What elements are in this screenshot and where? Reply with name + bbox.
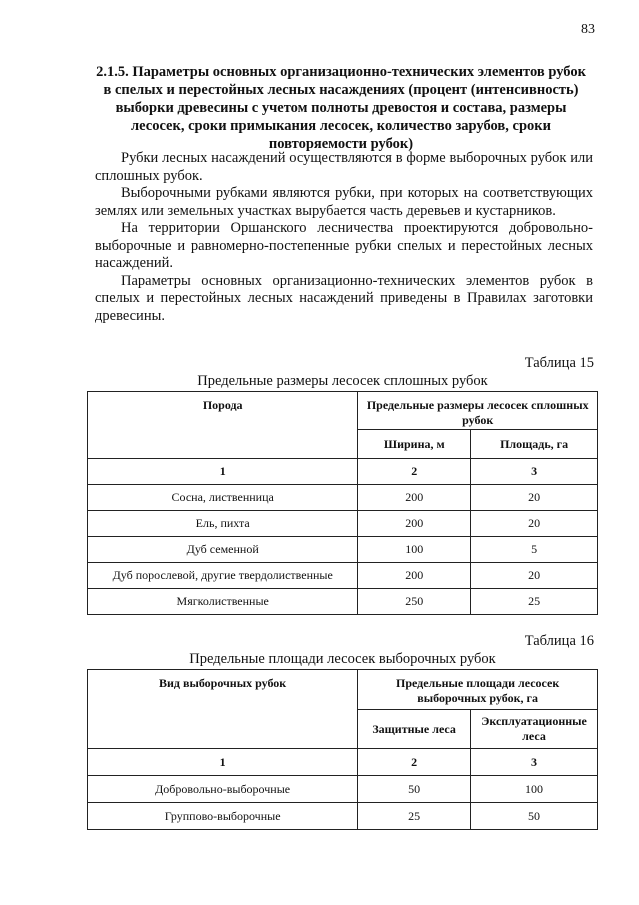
table-cell: 250 [358, 589, 471, 615]
table-header-width: Ширина, м [358, 430, 471, 459]
table-column-number: 1 [88, 749, 358, 776]
table-cell: Дуб порослевой, другие твердолиственные [88, 563, 358, 589]
table-16-caption: Таблица 16 [524, 633, 594, 649]
table-15-title: Предельные размеры лесосек сплошных рубок [197, 373, 488, 389]
table-16 [87, 669, 598, 830]
paragraph: На территории Оршанского лесничества проектируются добровольно-выборочные и равномерно-постепенные рубки спелых и перестойных лесных насаждений. [95, 220, 593, 271]
table-row [88, 537, 598, 563]
table-row [88, 589, 598, 615]
table-header-protective: Защитные леса [358, 710, 471, 749]
page-number: 83 [581, 22, 595, 37]
table-row [88, 511, 598, 537]
table-cell: Дуб семенной [88, 537, 358, 563]
table-row [88, 485, 598, 511]
table-cell: 20 [471, 511, 598, 537]
table-cell: 100 [358, 537, 471, 563]
table-row [88, 803, 598, 830]
table-cell: Сосна, лиственница [88, 485, 358, 511]
table-cell: 20 [471, 485, 598, 511]
table-cell: 25 [471, 589, 598, 615]
table-15-caption: Таблица 15 [524, 355, 594, 371]
table-header-species: Порода [88, 392, 358, 459]
table-row [88, 776, 598, 803]
table-header-area: Площадь, га [471, 430, 598, 459]
table-row [88, 563, 598, 589]
section-heading: 2.1.5. Параметры основных организационно-технических элементов рубок в спелых и перестойных лесных насаждениях (процент (интенсивность) выборки древесины с учетом полноты древостоя и состава, размеры лесосек, сроки примыкания лесосек, количество зарубов, сроки повторяемости рубок) [96, 64, 586, 152]
table-cell: Мягколиственные [88, 589, 358, 615]
table-16-title: Предельные площади лесосек выборочных рубок [189, 651, 496, 667]
table-cell: Ель, пихта [88, 511, 358, 537]
table-cell: Добровольно-выборочные [88, 776, 358, 803]
paragraph: Рубки лесных насаждений осуществляются в форме выборочных рубок или сплошных рубок. [95, 150, 593, 184]
table-cell: 20 [471, 563, 598, 589]
table-header-cutting-type: Вид выборочных рубок [88, 670, 358, 749]
table-column-number: 3 [471, 459, 598, 485]
table-cell: 50 [358, 776, 471, 803]
table-cell: 5 [471, 537, 598, 563]
table-column-number: 2 [358, 749, 471, 776]
table-cell: 200 [358, 511, 471, 537]
paragraph: Выборочными рубками являются рубки, при которых на соответствующих землях или земельных участках вырубается часть деревьев и кустарников. [95, 185, 593, 219]
table-header-group: Предельные размеры лесосек сплошных рубок [358, 392, 598, 430]
table-header-exploitation: Эксплуатационные леса [471, 710, 598, 749]
paragraph: Параметры основных организационно-технических элементов рубок в спелых и перестойных лесных насаждений приведены в Правилах заготовки древесины. [95, 272, 593, 324]
table-cell: Группово-выборочные [88, 803, 358, 830]
table-cell: 25 [358, 803, 471, 830]
table-column-number: 3 [471, 749, 598, 776]
table-15 [87, 391, 598, 615]
table-column-number: 2 [358, 459, 471, 485]
table-cell: 200 [358, 485, 471, 511]
body-text [95, 150, 593, 325]
table-column-number: 1 [88, 459, 358, 485]
table-cell: 50 [471, 803, 598, 830]
table-cell: 200 [358, 563, 471, 589]
table-header-group: Предельные площади лесосек выборочных рубок, га [358, 670, 598, 710]
table-cell: 100 [471, 776, 598, 803]
